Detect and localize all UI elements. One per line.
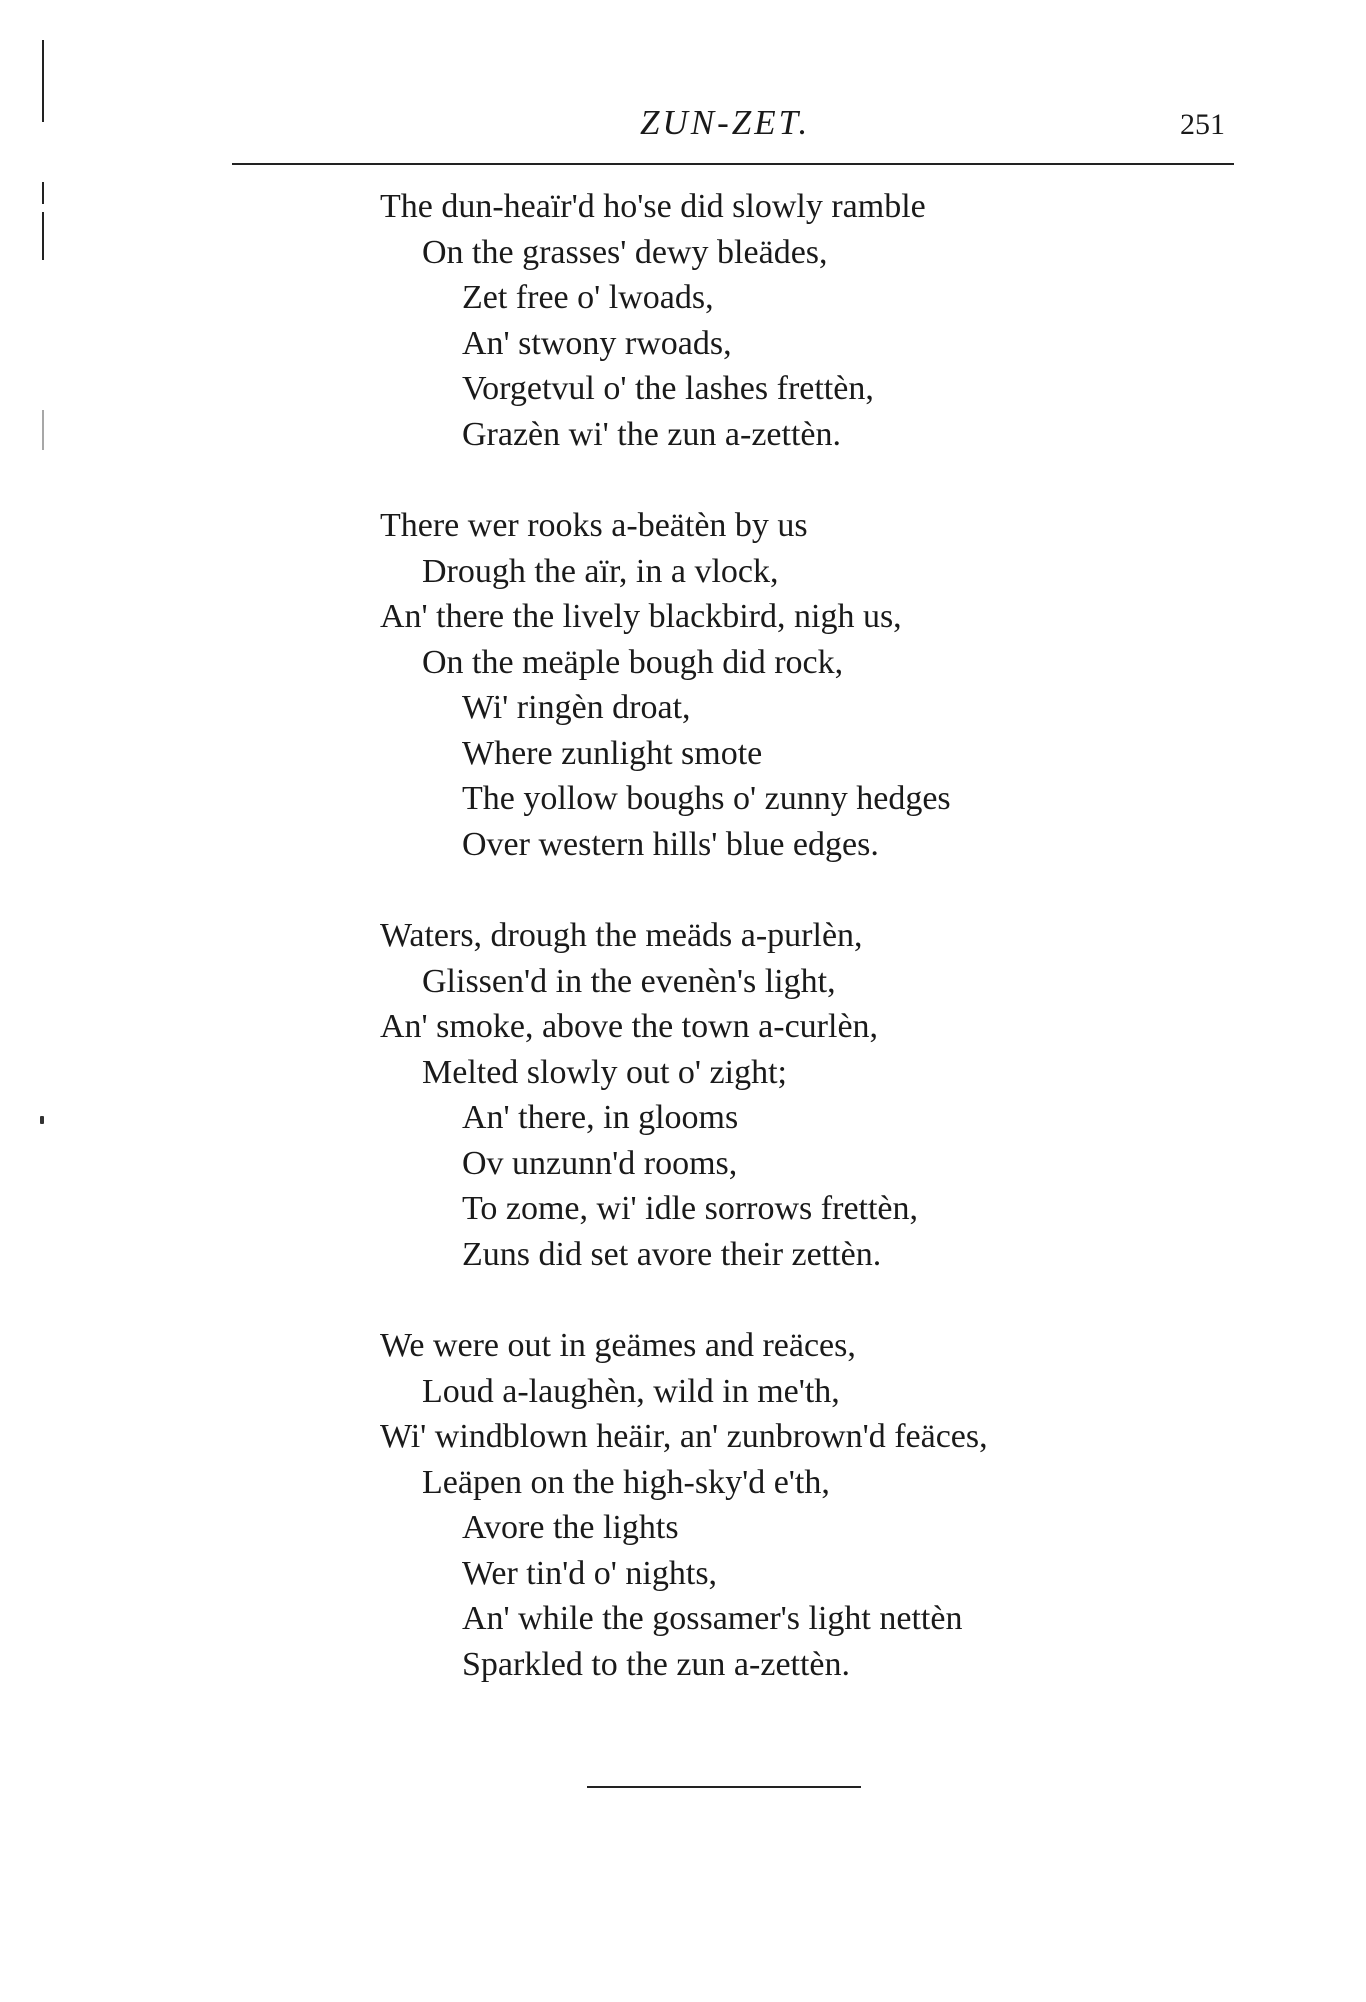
- poem-line: Loud a-laughèn, wild in me'th,: [422, 1372, 840, 1410]
- poem-line: Waters, drough the meäds a-purlèn,: [380, 917, 863, 954]
- poem-line: Over western hills' blue edges.: [462, 825, 879, 863]
- end-rule: [587, 1786, 861, 1788]
- stanza-1: [380, 184, 1230, 457]
- poem-line: Ov unzunn'd rooms,: [462, 1144, 738, 1182]
- running-title: ZUN-ZET.: [640, 103, 811, 142]
- stanza-4: [380, 1323, 1230, 1687]
- poem-line: Leäpen on the high-sky'd e'th,: [422, 1463, 830, 1501]
- binding-mark: [42, 182, 44, 204]
- stanza-3: [380, 913, 1230, 1277]
- poem-line: Zet free o' lwoads,: [462, 279, 714, 316]
- poem-line: On the grasses' dewy bleädes,: [422, 233, 828, 271]
- binding-mark: [42, 212, 44, 260]
- poem-line: An' there the lively blackbird, nigh us,: [380, 598, 902, 635]
- poem-line: Zuns did set avore their zettèn.: [462, 1235, 882, 1273]
- poem-line: Wer tin'd o' nights,: [462, 1554, 718, 1592]
- poem-line: Vorgetvul o' the lashes frettèn,: [462, 370, 874, 407]
- poem: [380, 184, 1230, 1733]
- poem-line: Wi' windblown heäir, an' zunbrown'd feäces,: [380, 1418, 988, 1455]
- poem-line: To zome, wi' idle sorrows frettèn,: [462, 1190, 919, 1227]
- poem-line: We were out in geämes and reäces,: [380, 1327, 856, 1364]
- page-number: 251: [1180, 108, 1225, 141]
- poem-line: An' stwony rwoads,: [462, 324, 732, 362]
- poem-line: The dun-heaïr'd ho'se did slowly ramble: [380, 188, 926, 225]
- poem-line: The yollow boughs o' zunny hedges: [462, 780, 951, 817]
- poem-line: Grazèn wi' the zun a-zettèn.: [462, 415, 841, 453]
- poem-line: An' there, in glooms: [462, 1099, 739, 1136]
- poem-line: Avore the lights: [462, 1509, 679, 1546]
- poem-line: Wi' ringèn droat,: [462, 689, 691, 726]
- poem-line: An' smoke, above the town a-curlèn,: [380, 1008, 879, 1045]
- binding-mark: [42, 410, 44, 450]
- poem-line: Drough the aïr, in a vlock,: [422, 552, 779, 590]
- stanza-2: [380, 503, 1230, 867]
- poem-line: On the meäple bough did rock,: [422, 643, 844, 681]
- binding-dot: [40, 1116, 44, 1124]
- poem-line: Where zunlight smote: [462, 734, 763, 772]
- running-head: [0, 98, 1366, 148]
- poem-line: Glissen'd in the evenèn's light,: [422, 962, 836, 1000]
- header-rule: [232, 163, 1234, 165]
- poem-line: Sparkled to the zun a-zettèn.: [462, 1645, 851, 1683]
- poem-line: There wer rooks a-beätèn by us: [380, 507, 808, 544]
- poem-line: Melted slowly out o' zight;: [422, 1053, 787, 1091]
- poem-line: An' while the gossamer's light nettèn: [462, 1600, 963, 1637]
